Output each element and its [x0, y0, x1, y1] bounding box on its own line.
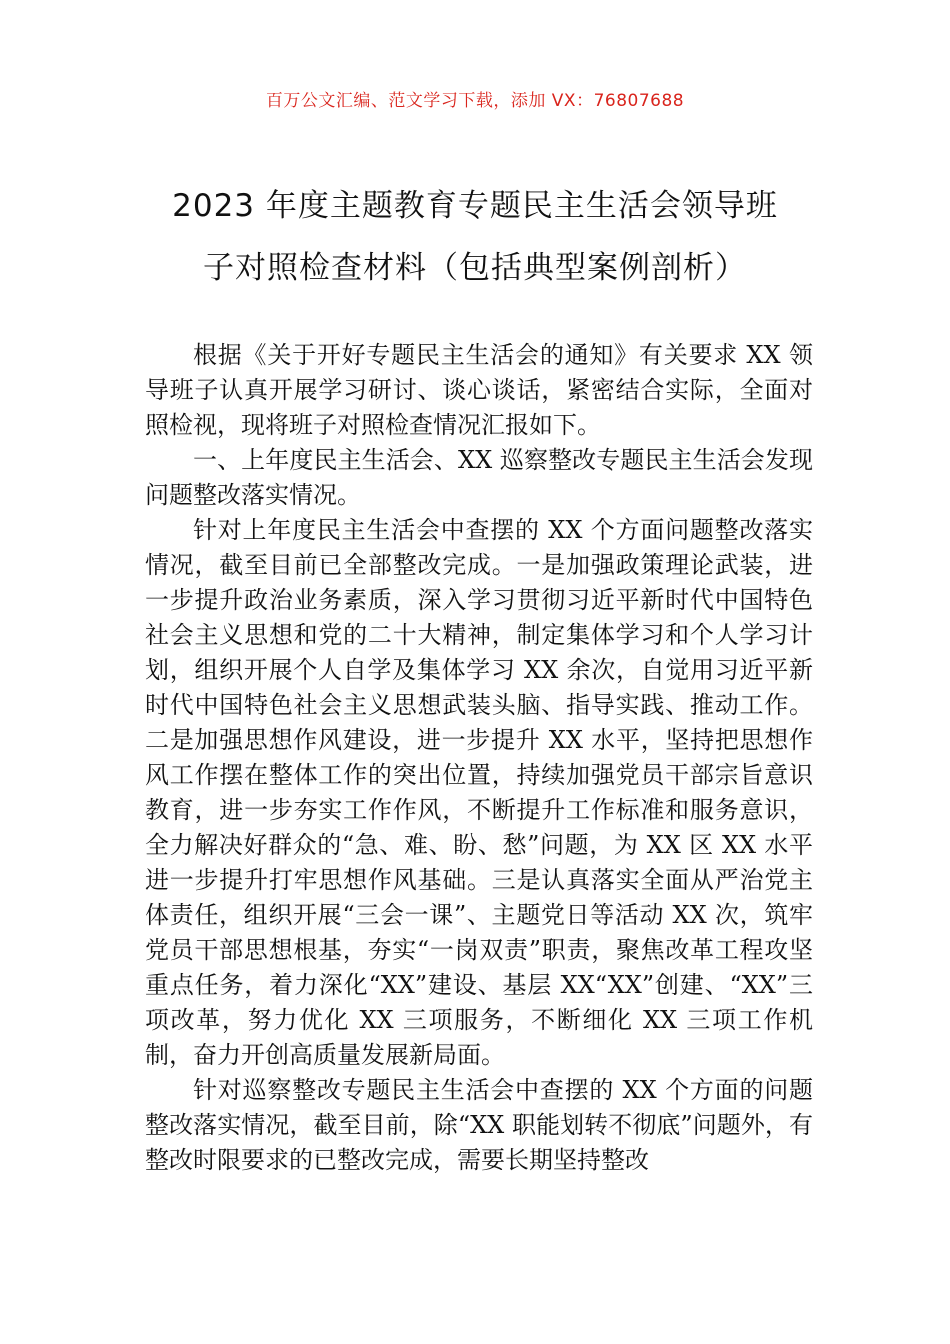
- document-body: [145, 338, 813, 1178]
- header-note: 百万公文汇编、范文学习下载，添加 VX：76807688: [265, 91, 685, 111]
- title-line-2: 子对照检查材料（包括典型案例剖析）: [203, 250, 747, 286]
- paragraph-rectification-last-year: 针对上年度民主生活会中查摆的 XX 个方面问题整改落实情况，截至目前已全部整改完成。一是加强政策理论武装，进一步提升政治业务素质，深入学习贯彻习近平新时代中国特色社会主义思想和党的二十大精神，制定集体学习和个人学习计划，组织开展个人自学及集体学习 XX 余次，自觉用习近平新时代中国特色社会主义思想武装头脑、指导实践、推动工作。二是加强思想作风建设，进一步提升 XX 水平，坚持把思想作风工作摆在整体工作的突出位置，持续加强党员干部宗旨意识教育，进一步夯实工作作风，不断提升工作标准和服务意识，全力解决好群众的“急、难、盼、愁”问题，为 XX 区 XX 水平进一步提升打牢思想作风基础。三是认真落实全面从严治党主体责任，组织开展“三会一课”、主题党日等活动 XX 次，筑牢党员干部思想根基，夯实“一岗双责”职责，聚焦改革工程攻坚重点任务，着力深化“XX”建设、基层 XX“XX”创建、“XX”三项改革，努力优化 XX 三项服务，不断细化 XX 三项工作机制，奋力开创高质量发展新局面。: [145, 516, 813, 1069]
- section-heading: 一、上年度民主生活会、XX 巡察整改专题民主生活会发现问题整改落实情况。: [145, 446, 813, 509]
- title-line-1: 2023 年度主题教育专题民主生活会领导班: [172, 188, 778, 224]
- document-title: [130, 175, 820, 299]
- paragraph-rectification-inspection: 针对巡察整改专题民主生活会中查摆的 XX 个方面的问题整改落实情况，截至目前，除“XX 职能划转不彻底”问题外，有整改时限要求的已整改完成，需要长期坚持整改: [145, 1076, 813, 1174]
- paragraph-intro: 根据《关于开好专题民主生活会的通知》有关要求 XX 领导班子认真开展学习研讨、谈心谈话，紧密结合实际，全面对照检视，现将班子对照检查情况汇报如下。: [145, 341, 813, 439]
